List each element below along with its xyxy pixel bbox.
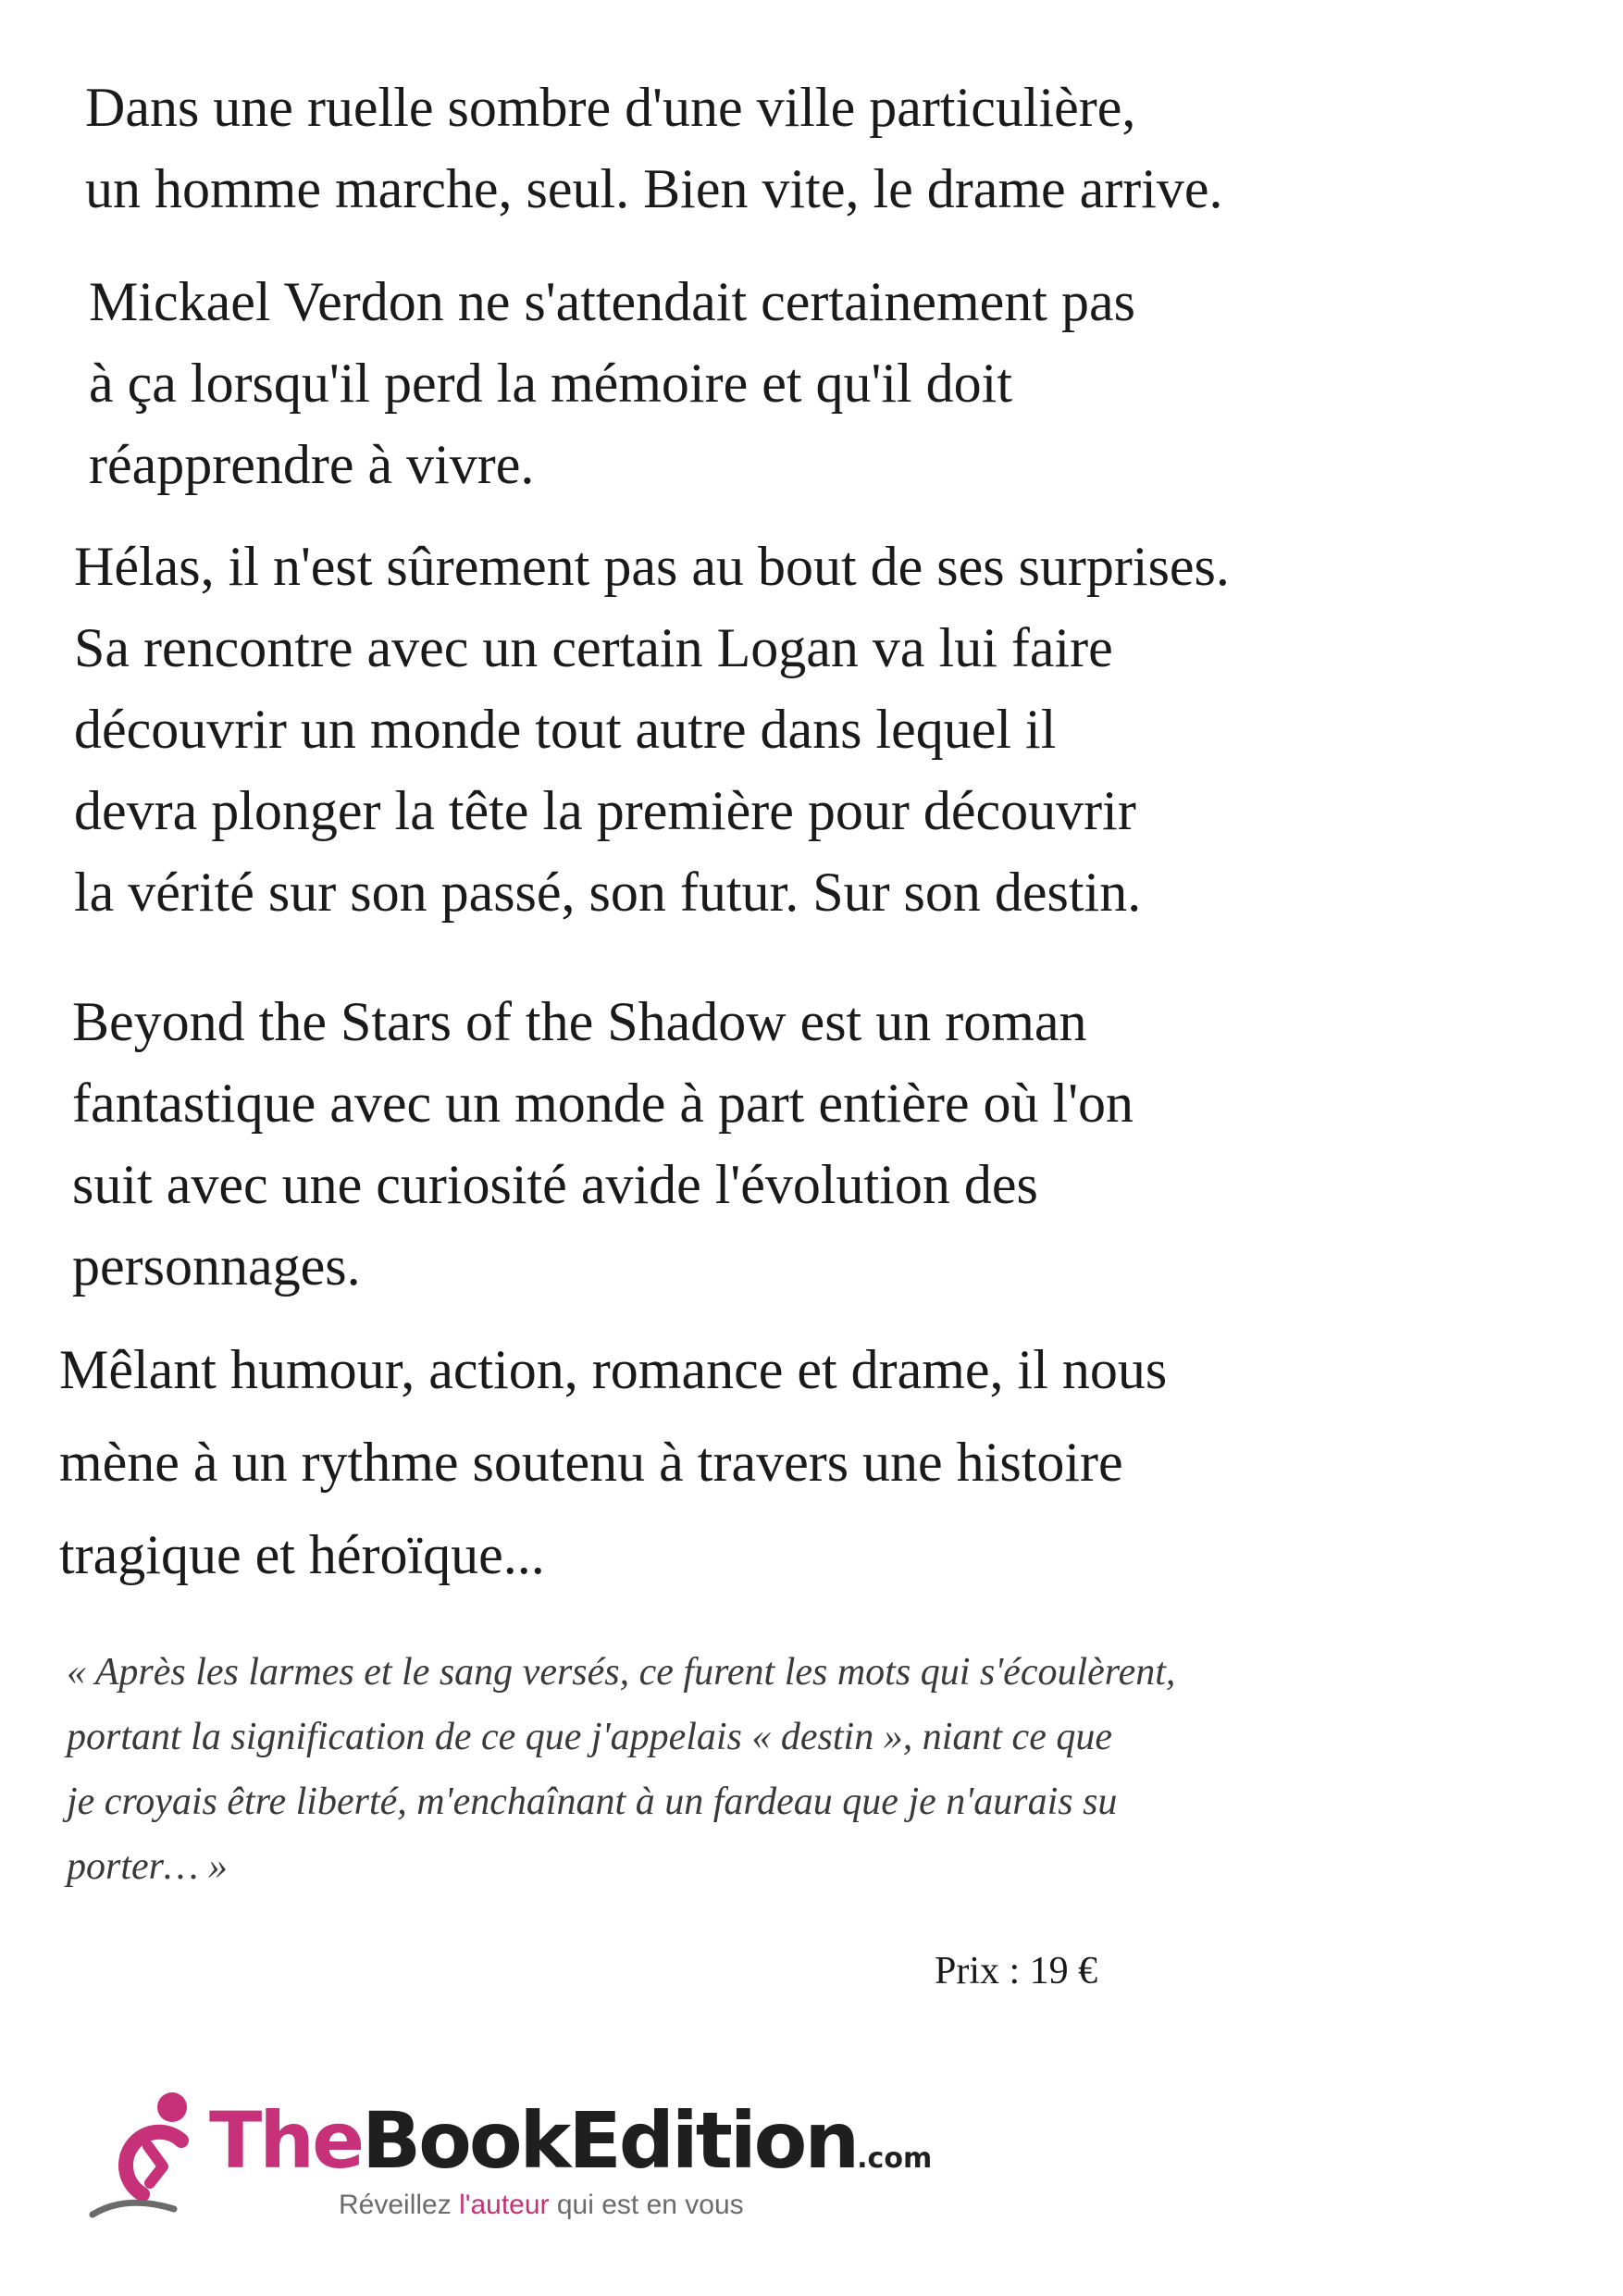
text-line: mène à un rythme soutenu à travers une histoire	[59, 1432, 1123, 1493]
text-line: personnages.	[72, 1235, 361, 1297]
text-line: réapprendre à vivre.	[89, 434, 535, 495]
text-line: Mêlant humour, action, romance et drame, il nous	[59, 1339, 1168, 1400]
text-line: suit avec une curiosité avide l'évolution des	[72, 1154, 1038, 1215]
summary-paragraph-1	[85, 67, 1223, 230]
text-line: Sa rencontre avec un certain Logan va lui faire	[74, 617, 1113, 678]
text-line: un homme marche, seul. Bien vite, le drame arrive.	[85, 158, 1223, 219]
summary-paragraph-2	[89, 261, 1135, 505]
quote-line: porter… »	[67, 1845, 228, 1888]
text-line: la vérité sur son passé, son futur. Sur son destin.	[74, 862, 1142, 923]
wordmark-part: The	[209, 2095, 363, 2186]
text-line: Hélas, il n'est sûrement pas au bout de ses surprises.	[74, 536, 1230, 597]
tagline-part: qui est en vous	[549, 2190, 744, 2220]
summary-paragraph-5	[59, 1323, 1167, 1601]
publisher-logo	[89, 2087, 933, 2244]
text-line: Beyond the Stars of the Shadow est un roman	[72, 991, 1087, 1052]
text-line: fantastique avec un monde à part entière où l'on	[72, 1073, 1134, 1134]
summary-paragraph-3	[74, 526, 1230, 933]
text-line: tragique et héroïque...	[59, 1524, 545, 1585]
wordmark-suffix: .com	[857, 2142, 933, 2175]
quote-line: je croyais être liberté, m'enchaînant à un fardeau que je n'aurais su	[67, 1781, 1118, 1823]
text-line: à ça lorsqu'il perd la mémoire et qu'il doit	[89, 353, 1012, 414]
text-line: devra plonger la tête la première pour découvrir	[74, 780, 1136, 841]
tagline-part: Réveillez	[339, 2190, 460, 2220]
text-line: Dans une ruelle sombre d'une ville particulière,	[85, 77, 1136, 138]
summary-paragraph-4	[72, 981, 1134, 1307]
text-line: Mickael Verdon ne s'attendait certainement pas	[89, 271, 1135, 332]
price-label: Prix : 19 €	[935, 1950, 1098, 1992]
text-line: découvrir un monde tout autre dans lequel il	[74, 699, 1057, 760]
quote-line: « Après les larmes et le sang versés, ce furent les mots qui s'écoulèrent,	[67, 1651, 1176, 1694]
tagline-accent: l'auteur	[459, 2190, 550, 2220]
book-excerpt-quote	[67, 1640, 1175, 1899]
wordmark-part: BookEdition	[362, 2095, 858, 2186]
quote-line: portant la signification de ce que j'appelais « destin », niant ce que	[67, 1716, 1112, 1758]
publisher-tagline	[339, 2187, 744, 2224]
person-circle-logo-icon	[89, 2087, 209, 2226]
